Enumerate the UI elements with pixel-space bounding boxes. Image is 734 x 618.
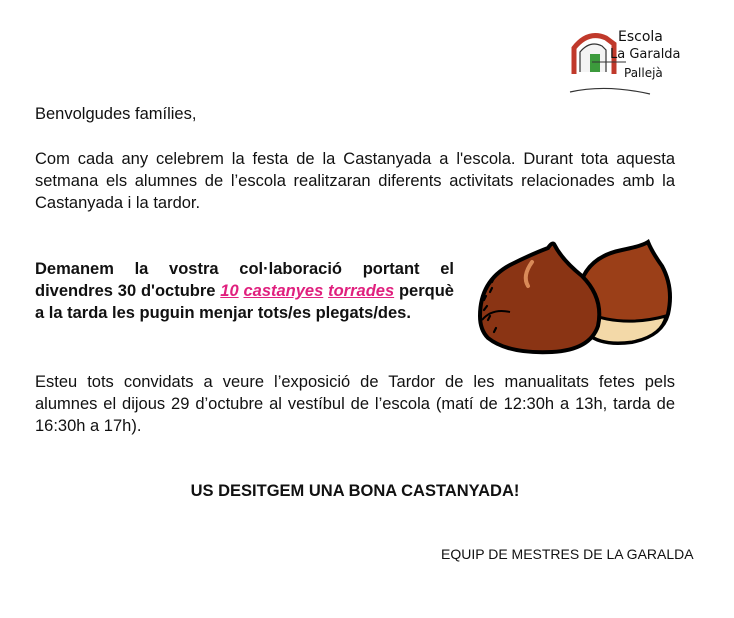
request-date: divendres 30 d'octubre — [35, 282, 216, 300]
exhibition-paragraph: Esteu tots convidats a veure l’exposició de Tardor de les manualitats fetes pels alumnes el dijous 29 d’octubre al vestíbul de l’escola (matí de 12:30h a 13h, tarda de 16:30h a 17h). — [35, 373, 675, 435]
chestnuts-illustration-icon — [472, 236, 676, 356]
intro-paragraph: Com cada any celebrem la festa de la Castanyada a l'escola. Durant tota aquesta setmana els alumnes de l’escola realitzaran diferents activitats relacionades amb la Castanyada i la tardor. — [35, 150, 675, 212]
request-quantity: 10 — [220, 282, 239, 300]
request-item: castanyes — [243, 282, 324, 300]
school-logo — [566, 26, 686, 96]
logo-line-garalda: La Garalda — [610, 47, 681, 62]
request-state: torrades — [328, 282, 395, 300]
logo-line-palleja: Pallejà — [624, 66, 663, 80]
request-purpose: perquè a la tarda les puguin menjar tots/es plegats/des. — [35, 282, 454, 322]
request-paragraph — [35, 258, 454, 324]
closing-wish: US DESITGEM UNA BONA CASTANYADA! — [190, 482, 520, 500]
logo-line-escola: Escola — [618, 29, 663, 45]
request-line-1: Demanem la vostra col·laboració portant el — [35, 260, 454, 278]
signature: EQUIP DE MESTRES DE LA GARALDA — [441, 546, 694, 562]
greeting: Benvolgudes famílies, — [35, 105, 197, 123]
